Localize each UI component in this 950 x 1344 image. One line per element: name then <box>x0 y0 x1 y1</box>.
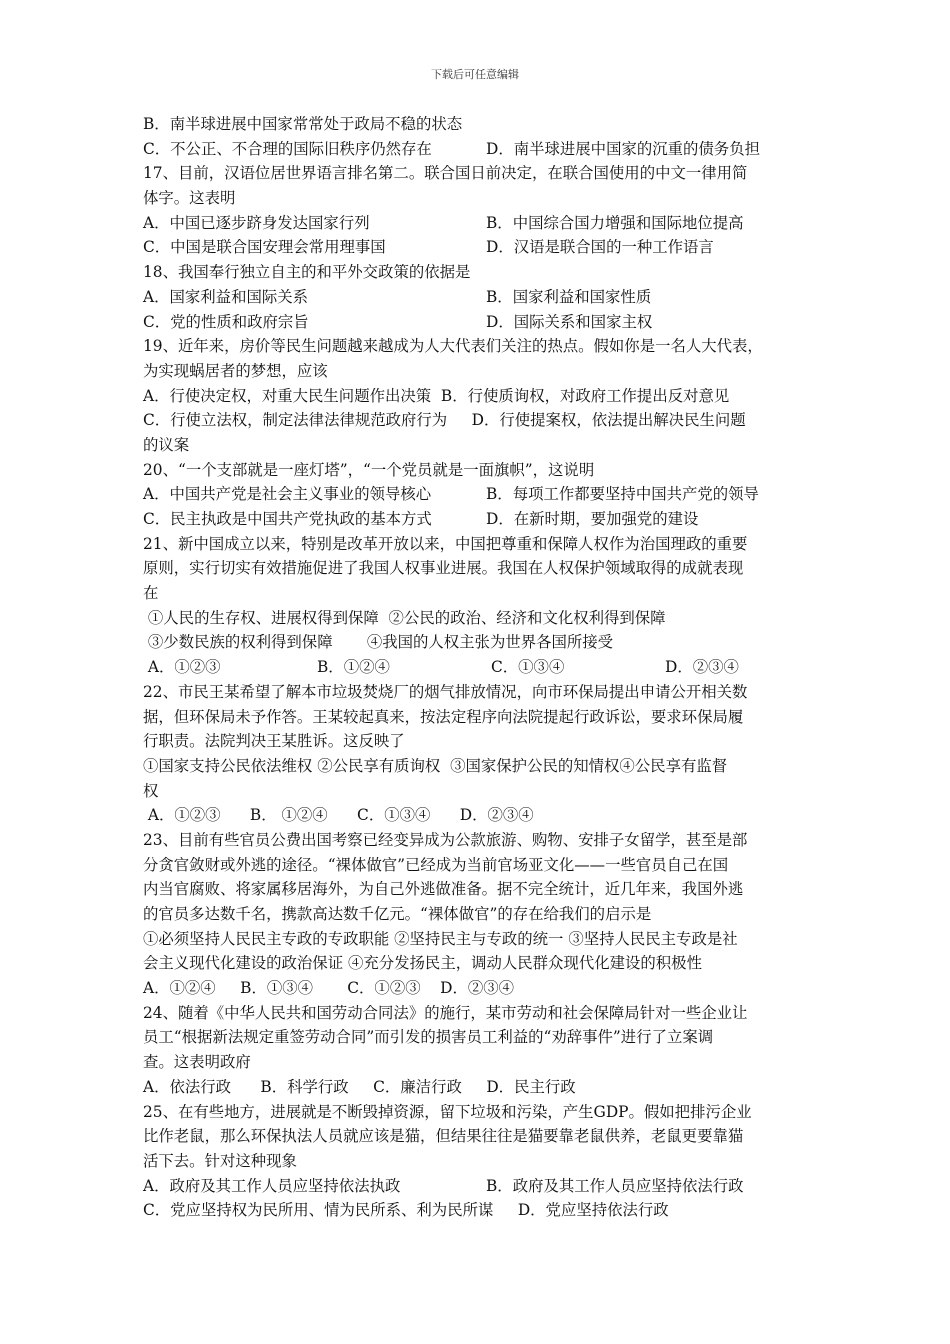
option-line: A．①②③ B． ①②④ C．①③④ D．②③④ <box>143 806 534 825</box>
text-line: ①人民的生存权、进展权得到保障 ②公民的政治、经济和文化权利得到保障 <box>143 608 666 627</box>
option: C．不公正、不合理的国际旧秩序仍然存在 <box>143 139 432 158</box>
question-25: 25、在有些地方，进展就是不断毁掉资源，留下垃圾和污染，产生GDP。假如把排污企业 <box>143 1102 752 1121</box>
option: C．民主执政是中国共产党执政的基本方式 <box>143 510 432 528</box>
text-line: 分贪官敛财或外逃的途径。“裸体做官”已经成为当前官场亚文化——一些官员自己在国 <box>143 855 729 874</box>
text-line: 的议案 <box>143 435 190 454</box>
option-row <box>143 655 813 680</box>
option: C．①③④ <box>491 658 565 677</box>
option: B．国家利益和国家性质 <box>486 287 652 306</box>
option: D．②③④ <box>665 658 739 677</box>
option: B．①②④ <box>317 658 390 677</box>
text-line: 会主义现代化建设的政治保证 ④充分发扬民主，调动人民群众现代化建设的积极性 <box>143 954 702 973</box>
option-row <box>143 235 813 260</box>
option: A．国家利益和国际关系 <box>143 287 309 306</box>
question-20: 20、“一个支部就是一座灯塔”，“一个党员就是一面旗帜”，这说明 <box>143 460 595 479</box>
option: A．①②③ <box>143 658 221 677</box>
text-line: 活下去。针对这种现象 <box>143 1151 297 1170</box>
text-line: 行职责。法院判决王某胜诉。这反映了 <box>143 732 405 751</box>
text-line: 员工“根据新法规定重签劳动合同”而引发的损害员工利益的“劝辞事件”进行了立案调 <box>143 1028 714 1047</box>
question-17: 17、目前，汉语位居世界语言排名第二。联合国日前决定，在联合国使用的中文一律用简 <box>143 164 748 183</box>
document-body <box>143 112 813 1223</box>
text-line: 体字。这表明 <box>143 189 236 208</box>
option-line: C．党应坚持权为民所用、情为民所系、利为民所谋 D．党应坚持依法行政 <box>143 1201 669 1220</box>
option: D．在新时期，要加强党的建设 <box>486 510 699 528</box>
option: B．每项工作都要坚持中国共产党的领导 <box>486 485 759 504</box>
text-line: 据，但环保局未予作答。王某较起真来，按法定程序向法院提起行政诉讼，要求环保局履 <box>143 707 744 726</box>
text-line: 比作老鼠，那么环保执法人员就应该是猫，但结果往往是猫要靠老鼠供养，老鼠更要靠猫 <box>143 1127 744 1146</box>
option: A．中国已逐步跻身发达国家行列 <box>143 213 370 232</box>
text-line: ①国家支持公民依法维权 ②公民享有质询权 ③国家保护公民的知情权④公民享有监督 <box>143 756 728 775</box>
option: D．国际关系和国家主权 <box>486 312 653 331</box>
option-row <box>143 1174 813 1199</box>
option-line: A．①②④ B．①③④ C．①②③ D．②③④ <box>143 979 515 998</box>
option-line: A．依法行政 B．科学行政 C．廉洁行政 D．民主行政 <box>143 1077 576 1096</box>
option-row <box>143 211 813 236</box>
option: B．政府及其工作人员应坚持依法行政 <box>486 1176 744 1195</box>
text-line: 的官员多达数千名，携款高达数千亿元。“裸体做官”的存在给我们的启示是 <box>143 905 652 923</box>
option-row <box>143 285 813 310</box>
option-row <box>143 137 813 162</box>
text-line: B．南半球进展中国家常常处于政局不稳的状态 <box>143 115 463 133</box>
question-21: 21、新中国成立以来，特别是改革开放以来，中国把尊重和保障人权作为治国理政的重要 <box>143 534 748 553</box>
option-row <box>143 310 813 335</box>
text-line: 权 <box>143 781 159 800</box>
option: C．党的性质和政府宗旨 <box>143 312 309 331</box>
option-line: A．行使决定权，对重大民生问题作出决策 B．行使质询权，对政府工作提出反对意见 <box>143 386 730 405</box>
text-line: 查。这表明政府 <box>143 1053 251 1072</box>
question-22: 22、市民王某希望了解本市垃圾焚烧厂的烟气排放情况，向市环保局提出申请公开相关数 <box>143 682 748 701</box>
option-row <box>143 507 813 532</box>
question-18: 18、我国奉行独立自主的和平外交政策的依据是 <box>143 263 471 282</box>
option: D．汉语是联合国的一种工作语言 <box>486 238 714 257</box>
page-header: 下载后可任意编辑 <box>431 68 519 81</box>
text-line: 为实现蜗居者的梦想，应该 <box>143 361 328 380</box>
text-line: ③少数民族的权利得到保障 ④我国的人权主张为世界各国所接受 <box>143 633 614 652</box>
option: A．政府及其工作人员应坚持依法执政 <box>143 1176 401 1195</box>
option: B．中国综合国力增强和国际地位提高 <box>486 213 744 232</box>
text-line: 内当官腐败、将家属移居海外，为自己外逃做准备。据不完全统计，近几年来，我国外逃 <box>143 880 744 899</box>
question-19: 19、近年来，房价等民生问题越来越成为人大代表们关注的热点。假如你是一名人大代表， <box>143 337 763 356</box>
question-23: 23、目前有些官员公费出国考察已经变异成为公款旅游、购物、安排子女留学，甚至是部 <box>143 830 748 849</box>
text-line: 原则，实行切实有效措施促进了我国人权事业进展。我国在人权保护领域取得的成就表现 <box>143 559 744 578</box>
option: D．南半球进展中国家的沉重的债务负担 <box>486 139 760 158</box>
question-24: 24、随着《中华人民共和国劳动合同法》的施行，某市劳动和社会保障局针对一些企业让 <box>143 1003 748 1022</box>
text-line: ①必须坚持人民民主专政的专政职能 ②坚持民主与专政的统一 ③坚持人民民主专政是社 <box>143 929 738 948</box>
text-line: 在 <box>143 584 159 603</box>
option-line: C．行使立法权，制定法律法律规范政府行为 D．行使提案权，依法提出解决民生问题 <box>143 411 746 430</box>
option: A．中国共产党是社会主义事业的领导核心 <box>143 485 432 504</box>
option-row <box>143 482 813 507</box>
option: C．中国是联合国安理会常用理事国 <box>143 238 386 257</box>
